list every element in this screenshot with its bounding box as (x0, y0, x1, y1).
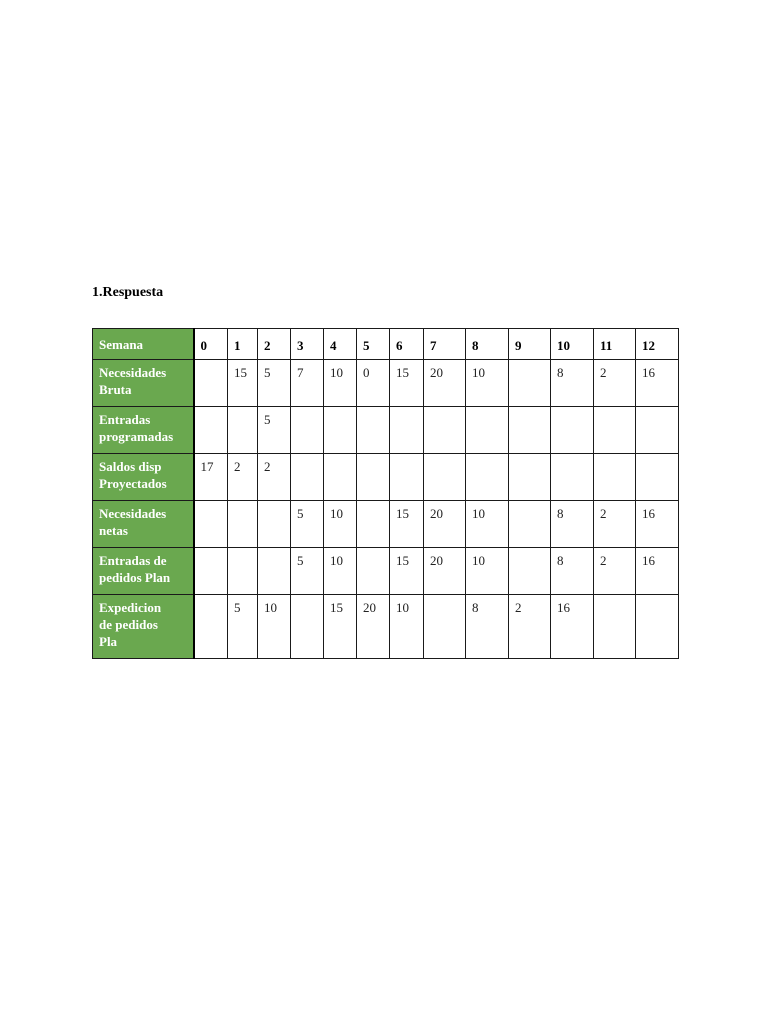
table-cell: 8 (551, 360, 594, 407)
row-label-line: de pedidos (99, 617, 158, 632)
row-label-line: Saldos disp (99, 459, 162, 474)
week-header: 9 (509, 329, 551, 360)
table-cell: 10 (390, 595, 424, 659)
table-cell (636, 454, 679, 501)
table-cell (291, 454, 324, 501)
row-label (93, 595, 194, 659)
table-cell: 5 (291, 501, 324, 548)
table-cell (594, 407, 636, 454)
table-cell (636, 595, 679, 659)
table-cell: 8 (551, 501, 594, 548)
week-header: 12 (636, 329, 679, 360)
table-cell: 5 (258, 360, 291, 407)
table-cell (594, 595, 636, 659)
table-cell (228, 548, 258, 595)
table-row (93, 548, 679, 595)
table-cell (228, 407, 258, 454)
header-row (93, 329, 679, 360)
table-cell: 10 (466, 501, 509, 548)
table-cell: 10 (324, 360, 357, 407)
table-cell: 0 (357, 360, 390, 407)
mrp-table (92, 328, 679, 659)
table-cell: 10 (324, 501, 357, 548)
table-cell (324, 454, 357, 501)
table-cell (258, 501, 291, 548)
table-cell (258, 548, 291, 595)
row-label-line: Necesidades (99, 506, 167, 521)
week-header: 2 (258, 329, 291, 360)
table-cell: 2 (594, 548, 636, 595)
table-cell (357, 548, 390, 595)
week-header: 1 (228, 329, 258, 360)
table-cell: 20 (424, 548, 466, 595)
week-header: 6 (390, 329, 424, 360)
page-heading: 1.Respuesta (92, 285, 164, 300)
table-cell (424, 407, 466, 454)
table-cell: 2 (594, 360, 636, 407)
row-label-line: netas (99, 523, 128, 538)
week-header: 4 (324, 329, 357, 360)
table-cell (194, 548, 228, 595)
table-cell: 2 (509, 595, 551, 659)
week-header: 7 (424, 329, 466, 360)
table-cell: 10 (466, 360, 509, 407)
row-label-line: pedidos Plan (99, 570, 171, 585)
table-cell (228, 501, 258, 548)
table-cell (291, 595, 324, 659)
row-label (93, 548, 194, 595)
table-cell (324, 407, 357, 454)
table-cell: 10 (324, 548, 357, 595)
table-body (93, 360, 679, 659)
table-cell: 2 (258, 454, 291, 501)
table-cell (424, 595, 466, 659)
table-cell (551, 407, 594, 454)
table-cell (291, 407, 324, 454)
row-label-line: Necesidades (99, 365, 167, 380)
table-cell (551, 454, 594, 501)
table-cell: 2 (228, 454, 258, 501)
table-row (93, 407, 679, 454)
row-label (93, 407, 194, 454)
table-cell: 15 (390, 548, 424, 595)
table-cell: 20 (424, 501, 466, 548)
table-cell (509, 360, 551, 407)
table-cell (509, 548, 551, 595)
table-cell: 5 (228, 595, 258, 659)
table-cell: 7 (291, 360, 324, 407)
table-cell: 8 (551, 548, 594, 595)
table-cell (390, 407, 424, 454)
week-header: 3 (291, 329, 324, 360)
table-cell: 5 (258, 407, 291, 454)
row-label-line: Bruta (99, 382, 132, 397)
week-header: 8 (466, 329, 509, 360)
week-header: 11 (594, 329, 636, 360)
table-cell (636, 407, 679, 454)
table-cell: 10 (466, 548, 509, 595)
week-header: 0 (194, 329, 228, 360)
table-cell (357, 407, 390, 454)
table-cell (194, 360, 228, 407)
table-cell: 2 (594, 501, 636, 548)
table-cell: 16 (636, 360, 679, 407)
table-cell (466, 407, 509, 454)
table-row (93, 595, 679, 659)
table-cell (594, 454, 636, 501)
week-header: 5 (357, 329, 390, 360)
header-label: Semana (93, 329, 194, 360)
table-cell: 5 (291, 548, 324, 595)
table-cell: 16 (636, 501, 679, 548)
table-cell: 8 (466, 595, 509, 659)
table-cell: 16 (551, 595, 594, 659)
table-cell: 20 (357, 595, 390, 659)
table-row (93, 454, 679, 501)
table-cell (390, 454, 424, 501)
table-cell: 10 (258, 595, 291, 659)
table-cell: 15 (390, 501, 424, 548)
table-cell (357, 454, 390, 501)
table-cell: 15 (390, 360, 424, 407)
row-label-line: Pla (99, 634, 118, 649)
row-label (93, 501, 194, 548)
table-cell (424, 454, 466, 501)
table-cell (194, 501, 228, 548)
table-cell (194, 595, 228, 659)
table-cell: 16 (636, 548, 679, 595)
row-label-line: Entradas de (99, 553, 167, 568)
row-label-line: Proyectados (99, 476, 167, 491)
row-label-line: Expedicion (99, 600, 162, 615)
table-cell: 15 (324, 595, 357, 659)
table-row (93, 501, 679, 548)
table-cell (357, 501, 390, 548)
row-label-line: Entradas (99, 412, 151, 427)
table-cell: 15 (228, 360, 258, 407)
table-cell: 17 (194, 454, 228, 501)
table-cell (509, 501, 551, 548)
table-cell (466, 454, 509, 501)
row-label (93, 360, 194, 407)
table-row (93, 360, 679, 407)
table-cell: 20 (424, 360, 466, 407)
table-cell (194, 407, 228, 454)
table-cell (509, 454, 551, 501)
row-label-line: programadas (99, 429, 174, 444)
week-header: 10 (551, 329, 594, 360)
row-label (93, 454, 194, 501)
table-cell (509, 407, 551, 454)
